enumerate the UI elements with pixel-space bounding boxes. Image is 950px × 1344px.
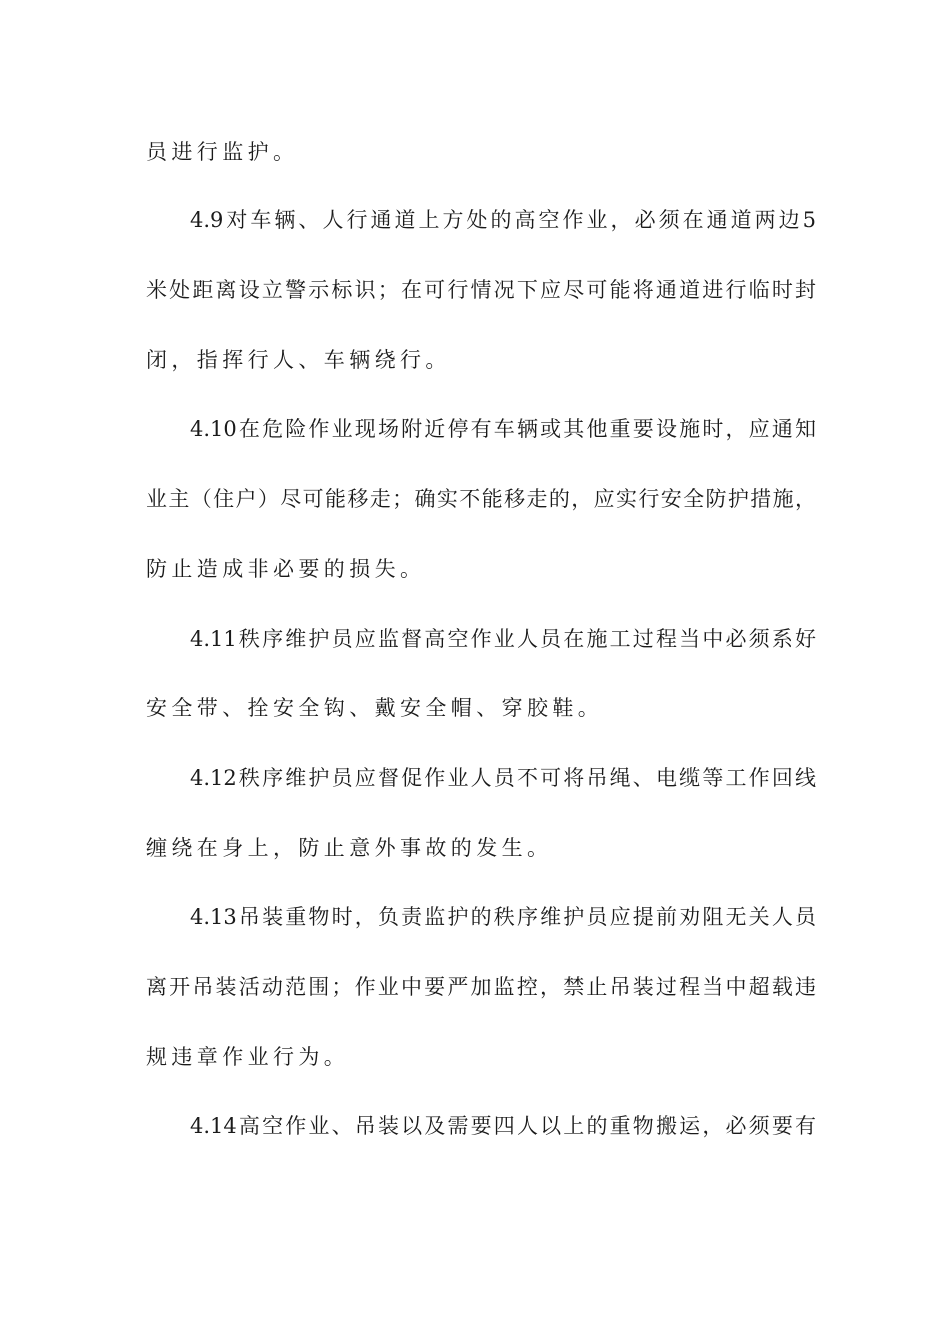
paragraph-4-14-start: 4.14高空作业、吊装以及需要四人以上的重物搬运，必须要有 xyxy=(190,1114,816,1138)
paragraph-4-9-start: 4.9对车辆、人行通道上方处的高空作业，必须在通道两边5 xyxy=(190,208,816,232)
text-line: 米处距离设立警示标识；在可行情况下应尽可能将通道进行临时封 xyxy=(146,278,816,302)
text-line: 防止造成非必要的损失。 xyxy=(146,557,426,581)
text-line: 员进行监护。 xyxy=(146,140,299,164)
text-line: 业主（住户）尽可能移走；确实不能移走的，应实行安全防护措施， xyxy=(146,487,816,511)
paragraph-4-12-start: 4.12秩序维护员应督促作业人员不可将吊绳、电缆等工作回线 xyxy=(190,766,816,790)
paragraph-4-11-start: 4.11秩序维护员应监督高空作业人员在施工过程当中必须系好 xyxy=(190,627,816,651)
text-line: 离开吊装活动范围；作业中要严加监控，禁止吊装过程当中超载违 xyxy=(146,975,816,999)
text-line: 规违章作业行为。 xyxy=(146,1045,350,1069)
text-line: 安全带、拴安全钩、戴安全帽、穿胶鞋。 xyxy=(146,696,604,720)
paragraph-4-13-start: 4.13吊装重物时，负责监护的秩序维护员应提前劝阻无关人员 xyxy=(190,905,816,929)
text-line: 闭，指挥行人、车辆绕行。 xyxy=(146,348,451,372)
paragraph-4-10-start: 4.10在危险作业现场附近停有车辆或其他重要设施时，应通知 xyxy=(190,417,816,441)
text-line: 缠绕在身上，防止意外事故的发生。 xyxy=(146,836,553,860)
